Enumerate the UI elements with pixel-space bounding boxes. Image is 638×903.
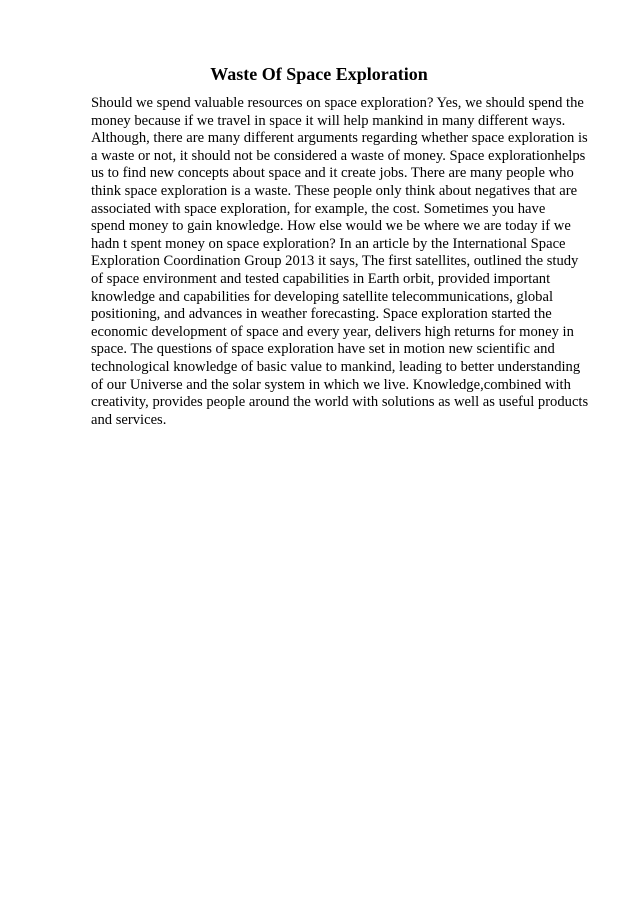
body-line: money because if we travel in space it will help mankind in many different ways. xyxy=(91,112,566,129)
body-line: technological knowledge of basic value to mankind, leading to better understanding xyxy=(91,358,581,375)
body-line: economic development of space and every year, delivers high returns for money in xyxy=(91,323,574,340)
body-line: space. The questions of space exploration have set in motion new scientific and xyxy=(91,341,555,358)
body-line: creativity, provides people around the world with solutions as well as useful products xyxy=(91,394,589,411)
body-line: us to find new concepts about space and it create jobs. There are many people who xyxy=(91,165,574,182)
body-line: a waste or not, it should not be considered a waste of money. Space explorationhelps xyxy=(91,147,586,164)
body-line: hadn t spent money on space exploration? In an article by the International Space xyxy=(91,235,566,252)
body-line: Should we spend valuable resources on space exploration? Yes, we should spend the xyxy=(91,95,584,111)
body-line: knowledge and capabilities for developing satellite telecommunications, global xyxy=(91,288,553,305)
document-title: Waste Of Space Exploration xyxy=(210,64,428,84)
document-body xyxy=(91,95,611,429)
body-line: spend money to gain knowledge. How else would we be where we are today if we xyxy=(91,218,571,235)
body-line: think space exploration is a waste. These people only think about negatives that are xyxy=(91,182,578,199)
body-line: associated with space exploration, for example, the cost. Sometimes you have xyxy=(91,200,546,217)
body-line: of space environment and tested capabilities in Earth orbit, provided important xyxy=(91,270,551,287)
body-line: and services. xyxy=(91,411,167,428)
body-line: of our Universe and the solar system in which we live. Knowledge,combined with xyxy=(91,376,571,393)
body-line: positioning, and advances in weather forecasting. Space exploration started the xyxy=(91,306,552,323)
body-line: Exploration Coordination Group 2013 it says, The first satellites, outlined the study xyxy=(91,253,579,270)
body-line: Although, there are many different arguments regarding whether space exploration is xyxy=(91,130,588,147)
